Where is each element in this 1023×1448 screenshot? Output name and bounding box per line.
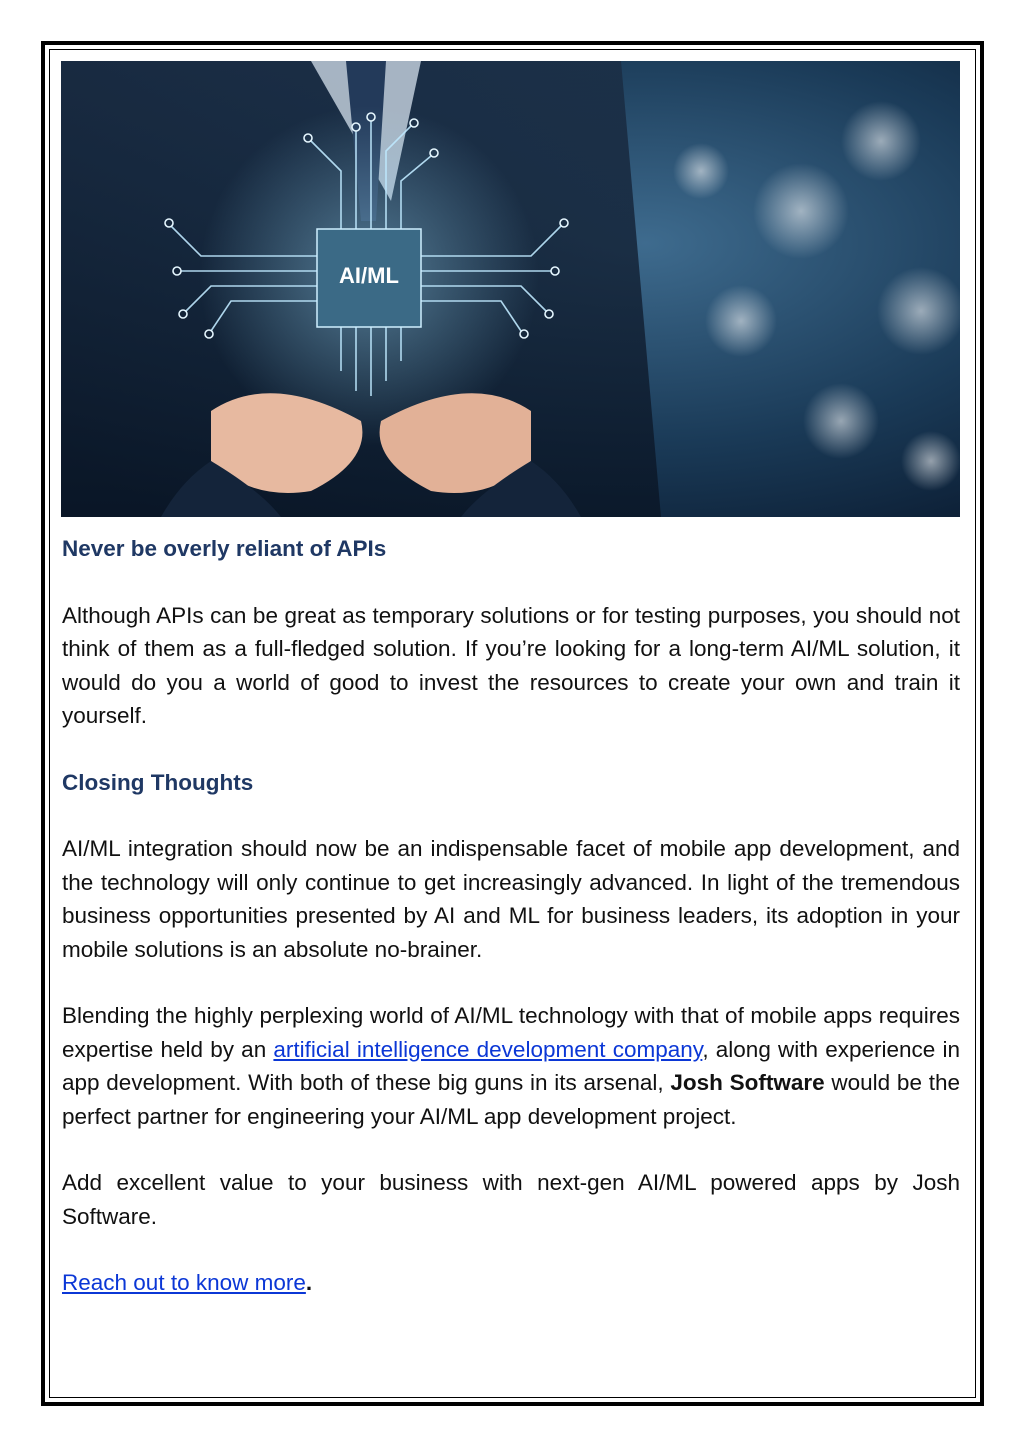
paragraph-integration: AI/ML integration should now be an indispensable facet of mobile app development, and the technology will only continue to get increasingly advanced. In light of the tremendous business opportunities presented by AI and ML for business leaders, its adoption in your mobile solutions is an absolute no-brainer. — [62, 836, 960, 962]
josh-software-bold: Josh Software — [670, 1070, 825, 1095]
ai-development-company-link[interactable]: artificial intelligence development company — [273, 1036, 703, 1062]
blending-text-c: would be the perfect partner for engineering your AI/ML app development project. — [62, 1070, 960, 1129]
heading-closing-thoughts: Closing Thoughts — [62, 769, 254, 795]
paragraph-add-value: Add excellent value to your business with next-gen AI/ML powered apps by Josh Software. — [62, 1170, 960, 1229]
blending-text-a: Blending the highly perplexing world of AI/ML technology with that of mobile apps requires expertise held by an — [62, 1003, 960, 1062]
paragraph-apis: Although APIs can be great as temporary solutions or for testing purposes, you should not think of them as a full-fledged solution. If you’re looking for a long-term AI/ML solution, it would do you a world of good to invest the resources to create your own and train it yourself. — [62, 602, 960, 728]
chip-label: AI/ML — [339, 263, 399, 288]
cta-period: . — [305, 1270, 313, 1295]
paragraph-blending — [62, 999, 960, 1133]
hero-image — [61, 61, 960, 517]
heading-never-be-overly-reliant: Never be overly reliant of APIs — [62, 536, 387, 561]
article-body — [62, 532, 960, 1300]
blending-text-b: , along with experience in app development. With both of these big guns in its arsenal, — [62, 1036, 961, 1095]
ai-ml-illustration — [61, 61, 960, 517]
cta-line — [62, 1266, 960, 1300]
reach-out-link[interactable]: Reach out to know more — [62, 1270, 306, 1295]
